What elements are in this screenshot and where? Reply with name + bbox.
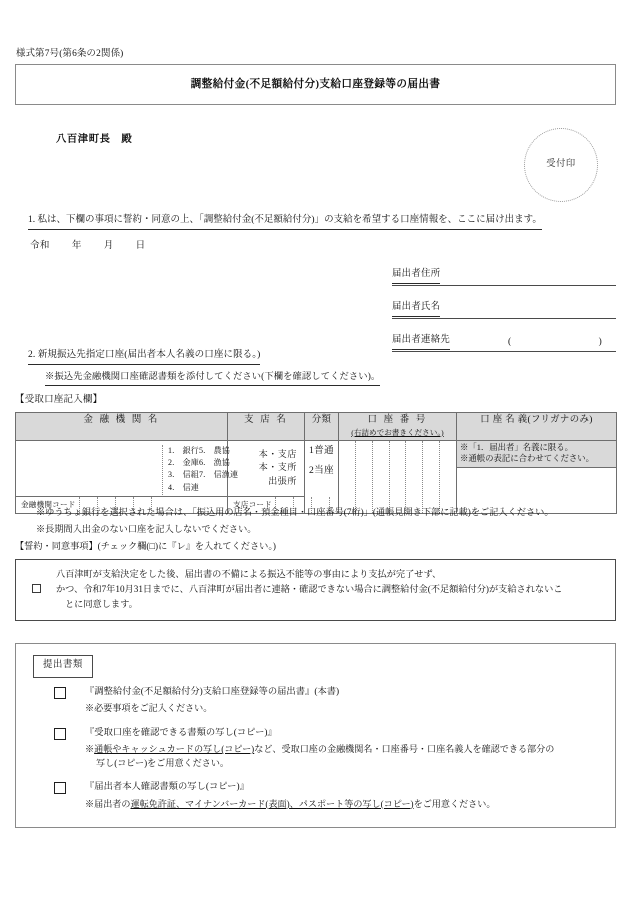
document-note-2-c: 写し(コピー)をご用意ください。 (96, 758, 230, 769)
document-note-3-a: ※届出者の (85, 798, 131, 809)
table-header-row (16, 413, 617, 441)
header-classification: 分類 (305, 413, 339, 441)
classification-option-futsu[interactable]: 1普通 (309, 444, 334, 456)
pledge-heading: 【誓約・同意事項】(チェック欄(□)に『レ』を入れてください。) (15, 541, 276, 551)
clause-1 (28, 214, 542, 230)
submission-tag: 提出書類 (33, 655, 93, 678)
header-account-number (339, 413, 457, 441)
institution-type-4: 4. 信連 (168, 482, 199, 492)
header-branch: 支 店 名 (228, 413, 305, 441)
applicant-name-label: 届出者氏名 (392, 301, 440, 317)
consent-line-1: 八百津町が支給決定をした後、届出書の不備による振込不能等の事由により支払が完了せず、 (56, 569, 442, 579)
table-note-2: ※長期間入出金のない口座を記入しないでください。 (36, 524, 257, 534)
era-label: 令和 (30, 241, 50, 251)
list-item (54, 781, 602, 811)
branch-code-label: 支店コード (233, 500, 272, 510)
header-account-number-sub-text: (右詰めでお書きください。) (351, 427, 444, 437)
institution-type-6: 6. 漁協 (199, 458, 230, 468)
applicant-name-row[interactable] (392, 295, 616, 319)
institution-input-cell[interactable] (16, 440, 239, 513)
clause-1-text: 私は、下欄の事項に誓約・同意の上、「調整給付金(不足額給付分)」の支給を希望する口座情報を、ここに届け出ます。 (37, 215, 542, 225)
clause-1-number: 1. (28, 215, 36, 225)
header-institution: 金 融 機 関 名 (16, 413, 228, 441)
table-note-1: ※ゆうちょ銀行を選択された場合は、「振込用の店名・預金種目・口座番号(7桁)」(通帳見開き下部に記載)をご記入ください。 (36, 507, 554, 517)
account-number-digit-grid[interactable] (339, 441, 456, 513)
institution-type-2: 2. 金庫 (168, 458, 199, 468)
clause-2-number: 2. (28, 350, 36, 360)
document-title-3: 『届出者本人確認書類の写し(コピー)』 (85, 782, 249, 793)
document-checkbox-3[interactable] (54, 782, 66, 794)
classification-option-touza[interactable]: 2当座 (309, 464, 334, 476)
account-number-cell[interactable] (339, 440, 457, 513)
account-name-notes (457, 441, 616, 468)
document-note-2-b: など、受取口座の金融機関名・口座番号・口座名義人を確認できる部分の (254, 744, 555, 755)
clause-2 (28, 349, 260, 365)
document-title-1: 『調整給付金(不足額給付分)支給口座登録等の届出書』(本書) (85, 687, 340, 697)
page-title: 調整給付金(不足額給付分)支給口座登録等の届出書 (190, 78, 441, 90)
header-account-number-main: 口 座 番 号 (367, 415, 428, 425)
document-note-1-a: ※必要事項をご記入ください。 (85, 703, 213, 714)
institution-type-3: 3. 信組 (168, 470, 199, 480)
applicant-address-label: 届出者住所 (392, 268, 440, 284)
applicant-contact-paren: ( ) (508, 337, 612, 348)
receipt-stamp-label: 受付印 (546, 159, 576, 170)
clause-2-text: 新規振込先指定口座(届出者本人名義の口座に限る。) (37, 350, 261, 360)
institution-type-5: 5. 農協 (199, 445, 230, 455)
form-number: 様式第7号(第6条の2関係) (16, 49, 124, 59)
branch-type-2: 本・支所 (258, 462, 297, 473)
document-note-2 (85, 742, 602, 770)
document-title-2: 『受取口座を確認できる書類の写し(コピー)』 (85, 727, 277, 738)
header-account-name: 口 座 名 義(フリガナのみ) (457, 413, 617, 441)
branch-type-lines (259, 448, 297, 489)
institution-type-1: 1. 銀行 (168, 445, 199, 455)
consent-box (15, 559, 616, 621)
document-checkbox-1[interactable] (54, 687, 66, 699)
list-item (54, 686, 602, 716)
branch-type-1: 本・支店 (258, 448, 297, 459)
account-section-heading: 【受取口座記入欄】 (15, 395, 103, 405)
date-line (30, 240, 146, 254)
consent-text (56, 567, 608, 612)
header-account-number-sub (339, 427, 456, 438)
submission-box (15, 643, 616, 828)
institution-type-7: 7. 信漁連 (199, 470, 239, 480)
consent-checkbox[interactable] (32, 584, 41, 593)
list-item (54, 727, 602, 771)
account-name-cell[interactable] (457, 440, 617, 513)
bank-account-table (15, 412, 617, 514)
institution-code-label: 金融機関コード (21, 500, 76, 510)
document-note-3-b: をご用意ください。 (413, 798, 496, 809)
table-body-row (16, 440, 617, 513)
branch-type-3: 出張所 (268, 475, 297, 486)
document-note-2-a: ※ (85, 744, 95, 755)
consent-line-3: とに同意します。 (65, 598, 138, 609)
submission-document-list (54, 686, 602, 822)
document-note-2-underline: 通帳やキャッシュカードの写し(コピー) (94, 744, 255, 755)
title-box (15, 64, 616, 105)
addressee-line: 八百津町長 殿 (56, 134, 133, 145)
day-unit: 日 (135, 241, 146, 251)
year-unit: 年 (71, 241, 82, 251)
document-note-3 (85, 797, 602, 811)
month-unit: 月 (103, 241, 114, 251)
applicant-contact-row[interactable] (392, 328, 616, 352)
document-note-1 (85, 701, 602, 715)
applicant-fields (392, 262, 616, 361)
document-note-3-underline: 運転免許証、マイナンバーカード(表面)、パスポート等の写し(コピー) (130, 798, 414, 809)
clause-2-note: ※振込先金融機関口座確認書類を添付してください(下欄を確認してください)。 (45, 371, 380, 386)
applicant-contact-label: 届出者連絡先 (392, 334, 450, 350)
consent-line-2: かつ、令和7年10月31日までに、八百津町が届出者に連絡・確認できない場合に調整給付金(不足額給付分)が支給されないこ (56, 583, 563, 594)
document-checkbox-2[interactable] (54, 728, 66, 740)
account-name-note-1: ※「1．届出者」名義に限る。 (460, 442, 574, 452)
branch-input-cell[interactable] (228, 440, 305, 513)
account-name-note-2: ※通帳の表記に合わせてください。 (460, 454, 594, 464)
applicant-address-row[interactable] (392, 262, 616, 286)
receipt-stamp-circle (524, 128, 598, 202)
